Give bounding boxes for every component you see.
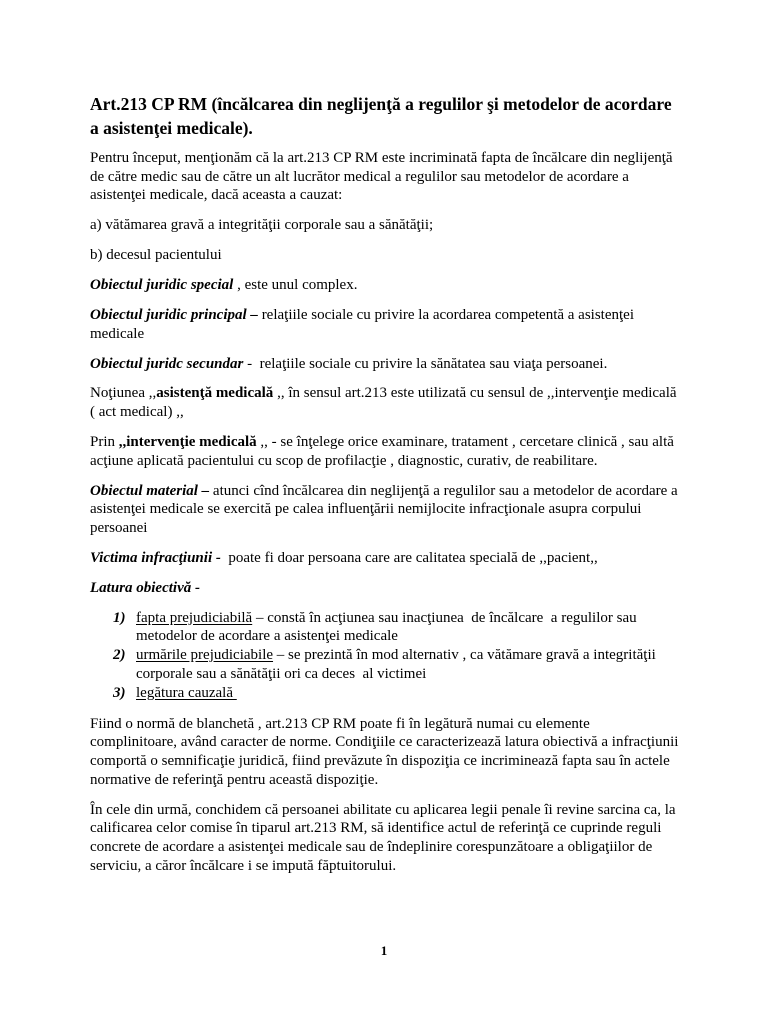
special-legal-object-paragraph (90, 276, 680, 295)
medical-intervention-term: ,,intervenţie medicală (118, 434, 257, 451)
list-item-term: fapta prejudiciabilă (136, 609, 253, 626)
list-item (90, 684, 680, 703)
victim-text: poate fi doar persoana care are calitatea specială de ,,pacient,, (220, 549, 598, 566)
material-object-paragraph (90, 482, 680, 538)
list-item-term: legătura cauzală (136, 684, 237, 701)
list-item (90, 646, 680, 683)
medical-intervention-paragraph (90, 433, 680, 470)
list-item-number: 1) (113, 609, 126, 626)
material-object-label: Obiectul material – (90, 482, 210, 499)
consequence-item-a: a) vătămarea gravă a integrităţii corporale sau a sănătăţii; (90, 217, 434, 234)
principal-legal-object-text: relaţiile sociale cu privire la acordarea competentă a asistenţei medicale (90, 306, 638, 342)
page-number: 1 (380, 943, 388, 958)
secondary-legal-object-paragraph (90, 355, 680, 374)
document-body (90, 92, 683, 887)
principal-legal-object-label: Obiectul juridic principal – (90, 306, 258, 323)
medical-assistance-notion-text: ,, în sensul art.213 este utilizată cu sensul de ,,intervenţie medicală ( act medical) ,, (90, 385, 681, 421)
conclusion-paragraph: În cele din urmă, conchidem că persoanei abilitate cu aplicarea legii penale îi revine sarcina ca, la calificarea celor comise în tiparul art.213 RM, să identifice actul de referinţă ce cuprinde reguli concrete de acordare a asistenţei medicale sau de îndeplinire corespunzătoare a obligaţiilor de serviciu, a căror încălcare i se impută făptuitorului. (90, 801, 680, 874)
material-object-text: atunci cînd încălcarea din neglijenţă a regulilor sau a metodelor de acordare a asistenţei medicale se exercită pe calea influenţării nemijlocite infracţionale asupra corpului persoanei (90, 482, 682, 537)
medical-assistance-term: asistenţă medicală (156, 385, 274, 402)
special-legal-object-label: Obiectul juridic special (90, 277, 234, 294)
list-item-number: 2) (113, 647, 126, 664)
medical-intervention-lead: Prin (90, 434, 119, 451)
document-title: Art.213 CP RM (încălcarea din neglijenţă a regulilor şi metodelor de acordare a asistenţei medicale). (90, 94, 672, 138)
principal-legal-object-paragraph (90, 306, 680, 343)
list-item-term: urmările prejudiciabile (136, 647, 274, 664)
medical-assistance-notion-lead: Noţiunea ,, (90, 385, 157, 402)
blanket-norm-paragraph: Fiind o normă de blanchetă , art.213 CP RM poate fi în legătură numai cu elemente complinitoare, având caracter de norme. Condiţiile ce caracterizează latura obiectivă a infracţiunii comportă o semnificaţie juridică, fiind prevăzute în dispoziţia ce incriminează fapta sau în actele normative de referinţă pentru această dispoziţie. (90, 715, 683, 788)
secondary-legal-object-label: Obiectul juridc secundar (90, 355, 244, 372)
list-item (90, 609, 680, 646)
consequence-item-b: b) decesul pacientului (90, 247, 222, 264)
objective-side-list (90, 609, 680, 703)
list-item-number: 3) (113, 684, 126, 701)
secondary-legal-object-text: - relaţiile sociale cu privire la sănătatea sau viaţa persoanei. (243, 355, 608, 372)
list-item-text: – se prezintă în mod alternativ , ca vătămare gravă a integrităţii corporale sau a sănătăţii ori ca deces al victimei (136, 647, 660, 682)
victim-label: Victima infracţiunii - (90, 549, 221, 566)
medical-intervention-text: ,, - se înţelege orice examinare, tratament , cercetare clinică , sau altă acţiune aplicată pacientului cu scop de profilacţie , diagnostic, curativ, de reabilitare. (90, 434, 678, 469)
victim-paragraph (90, 549, 680, 568)
medical-assistance-notion-paragraph (90, 384, 680, 421)
special-legal-object-text: , este unul complex. (233, 277, 358, 294)
intro-paragraph: Pentru început, menţionăm că la art.213 CP RM este incriminată fapta de încălcare din neglijenţă de către medic sau de către un alt lucrător medical a regulilor sau metodelor de acordare a asistenţei medicale, dacă aceasta a cauzat: (90, 150, 677, 204)
objective-side-heading: Latura obiectivă - (90, 579, 200, 596)
list-item-text: – constă în acţiunea sau inacţiunea de încălcare a regulilor sau metodelor de acordare a asistenţei medicale (136, 609, 641, 645)
